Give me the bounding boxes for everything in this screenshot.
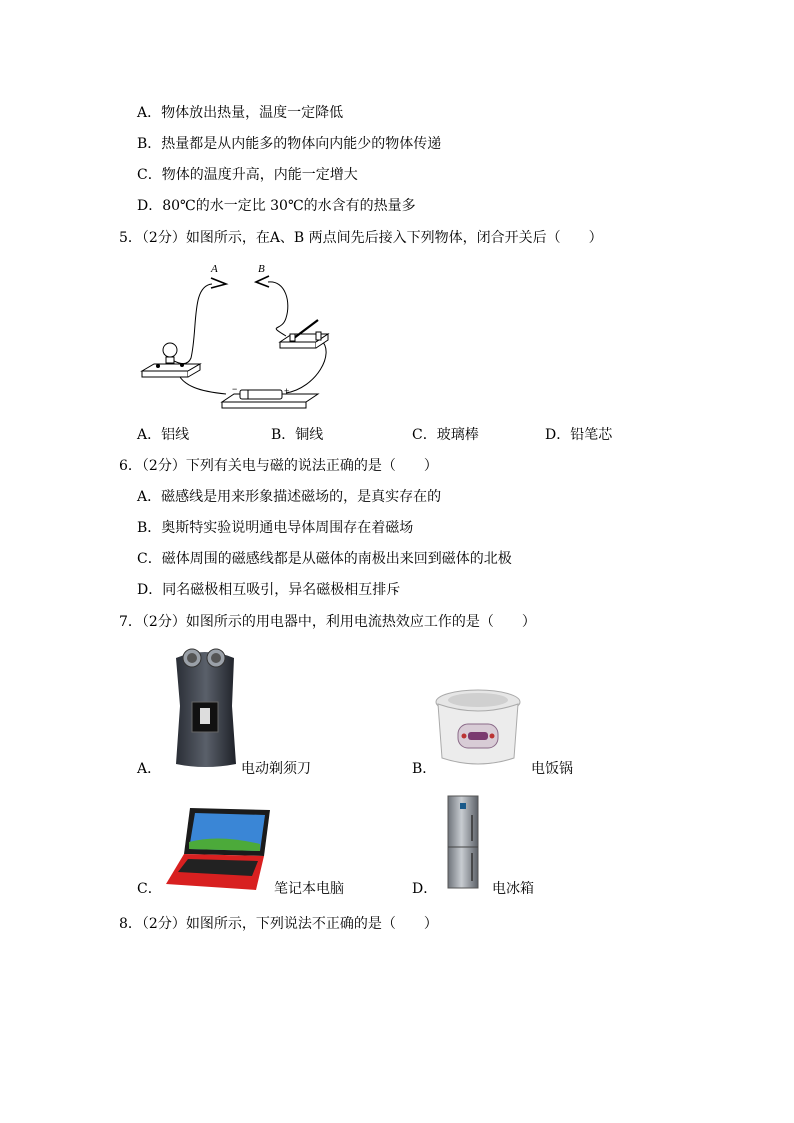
q5-stem: 5．（2分）如图所示，在A、B 两点间先后接入下列物体，闭合开关后（ ）	[119, 230, 603, 246]
q5-option-a: A．铝线	[137, 427, 190, 443]
q7-option-a-label: 电动剃须刀	[241, 761, 311, 777]
switch-icon	[280, 320, 328, 348]
electric-shaver-image	[170, 646, 240, 770]
battery-plus-label: +	[284, 386, 290, 396]
refrigerator-image	[446, 795, 480, 891]
q4-option-a: A．物体放出热量，温度一定降低	[137, 105, 344, 121]
q6-option-c: C．磁体周围的磁感线都是从磁体的南极出来回到磁体的北极	[137, 551, 512, 567]
q7-stem: 7．（2分）如图所示的用电器中，利用电流热效应工作的是（ ）	[119, 614, 536, 630]
battery-icon	[222, 384, 318, 408]
circuit-diagram	[136, 258, 336, 410]
battery-minus-label: −	[232, 384, 238, 394]
q6-option-d: D．同名磁极相互吸引，异名磁极相互排斥	[137, 582, 401, 598]
q7-option-c-label: 笔记本电脑	[274, 881, 344, 897]
terminal-b-label: B	[258, 263, 265, 275]
clip-b-icon	[256, 276, 269, 287]
q7-option-b-letter: B．	[412, 761, 437, 777]
q7-option-d-label: 电冰箱	[492, 881, 534, 897]
terminal-a-label: A	[211, 263, 218, 275]
q6-option-b: B．奥斯特实验说明通电导体周围存在着磁场	[137, 520, 414, 536]
q8-stem: 8．（2分）如图所示，下列说法不正确的是（ ）	[119, 916, 438, 932]
clip-a-icon	[211, 278, 226, 288]
q5-option-b: B．铜线	[271, 427, 324, 443]
q4-option-b: B．热量都是从内能多的物体向内能少的物体传递	[137, 136, 442, 152]
laptop-image	[164, 804, 274, 894]
q5-option-d: D．铅笔芯	[545, 427, 613, 443]
q6-option-a: A．磁感线是用来形象描述磁场的，是真实存在的	[137, 489, 442, 505]
lamp-icon	[142, 343, 200, 377]
q4-option-d: D．80℃的水一定比 30℃的水含有的热量多	[137, 198, 416, 214]
q7-option-c-letter: C．	[137, 881, 162, 897]
q6-stem: 6．（2分）下列有关电与磁的说法正确的是（ ）	[119, 458, 438, 474]
q7-option-b-label: 电饭锅	[531, 761, 573, 777]
q4-option-c: C．物体的温度升高，内能一定增大	[137, 167, 358, 183]
q7-option-a-letter: A．	[137, 761, 162, 777]
q7-option-d-letter: D．	[412, 881, 438, 897]
rice-cooker-image	[432, 688, 524, 770]
q5-option-c: C．玻璃棒	[412, 427, 479, 443]
